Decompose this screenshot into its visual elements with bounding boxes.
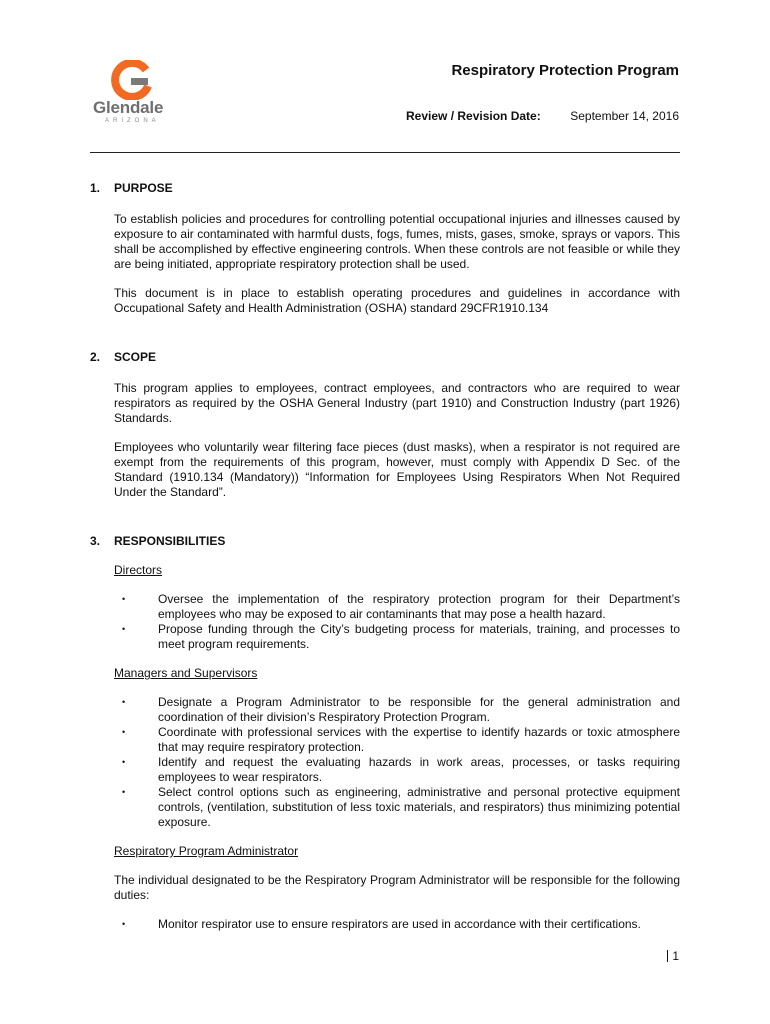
purpose-paragraph-1: To establish policies and procedures for controlling potential occupational injuries and illnesses caused by exposure to air contaminated with harmful dusts, fogs, fumes, mists, gases, smoke, sprays or vapors. This shall be accomplished by effective engineering controls. When these controls are not feasible or while they are being initiated, appropriate respiratory protection shall be used.	[114, 212, 680, 271]
bullet-icon: •	[122, 594, 126, 604]
section-heading-purpose	[90, 181, 680, 196]
page-footer	[667, 949, 679, 963]
page-number: 1	[672, 949, 679, 963]
document-body	[90, 181, 680, 932]
glendale-logo	[93, 60, 171, 130]
section-number: 3.	[90, 534, 101, 548]
footer-divider	[667, 950, 668, 962]
list-item: • Designate a Program Administrator to be responsible for the general administration and coordination of their division’s Respiratory Protection Program.	[122, 695, 680, 724]
section-heading-responsibilities	[90, 534, 680, 549]
header-divider	[90, 152, 680, 153]
bullet-icon: •	[122, 624, 126, 634]
section-title: PURPOSE	[114, 181, 173, 195]
bullet-icon: •	[122, 919, 126, 929]
subheading-administrator: Respiratory Program Administrator	[114, 844, 299, 858]
scope-paragraph-2: Employees who voluntarily wear filtering face pieces (dust masks), when a respirator is not required are exempt from the requirements of this program, however, must comply with Appendix D Sec. of the Standard (1910.134 (Mandatory)) “Information for Employees Using Respirators When Not Required Under the Standard”.	[114, 440, 680, 499]
administrator-intro: The individual designated to be the Respiratory Program Administrator will be responsible for the following duties:	[114, 873, 680, 902]
revision-date: September 14, 2016	[570, 109, 679, 123]
logo-state: ARIZONA	[105, 118, 160, 124]
bullet-icon: •	[122, 787, 126, 797]
bullet-icon: •	[122, 727, 126, 737]
section-number: 2.	[90, 350, 101, 364]
document-title: Respiratory Protection Program	[451, 62, 679, 79]
purpose-paragraph-2: This document is in place to establish operating procedures and guidelines in accordance with Occupational Safety and Health Administration (OSHA) standard 29CFR1910.134	[114, 286, 680, 315]
administrator-list	[114, 917, 680, 932]
scope-paragraph-1: This program applies to employees, contract employees, and contractors who are required to wear respirators as required by the OSHA General Industry (part 1910) and Construction Industry (part 1926) Standards.	[114, 381, 680, 425]
section-heading-scope	[90, 350, 680, 365]
list-item: • Identify and request the evaluating hazards in work areas, processes, or tasks requiring employees to wear respirators.	[122, 755, 680, 784]
glendale-g-logo-icon	[110, 60, 154, 100]
list-item: • Monitor respirator use to ensure respirators are used in accordance with their certifications.	[122, 917, 641, 931]
subheading-directors: Directors	[114, 563, 163, 577]
section-number: 1.	[90, 181, 101, 195]
list-item: • Coordinate with professional services with the expertise to identify hazards or toxic atmosphere that may require respiratory protection.	[122, 725, 680, 754]
directors-list	[114, 592, 680, 652]
revision-date-label: Review / Revision Date:	[406, 109, 541, 123]
logo-wordmark: Glendale	[93, 98, 164, 117]
section-title: SCOPE	[114, 350, 157, 364]
bullet-icon: •	[122, 757, 126, 767]
list-item: • Select control options such as engineering, administrative and personal protective equipment controls, (ventilation, substitution of less toxic materials, and respirators) thus minimizing potential exposure.	[122, 785, 680, 829]
subheading-managers: Managers and Supervisors	[114, 666, 258, 680]
list-item: • Oversee the implementation of the respiratory protection program for their Department’s employees who may be exposed to air contaminants that may pose a health hazard.	[122, 592, 680, 621]
section-title: RESPONSIBILITIES	[114, 534, 226, 548]
list-item: • Propose funding through the City’s budgeting process for materials, training, and processes to meet program requirements.	[122, 622, 680, 651]
managers-list	[114, 695, 680, 830]
bullet-icon: •	[122, 697, 126, 707]
